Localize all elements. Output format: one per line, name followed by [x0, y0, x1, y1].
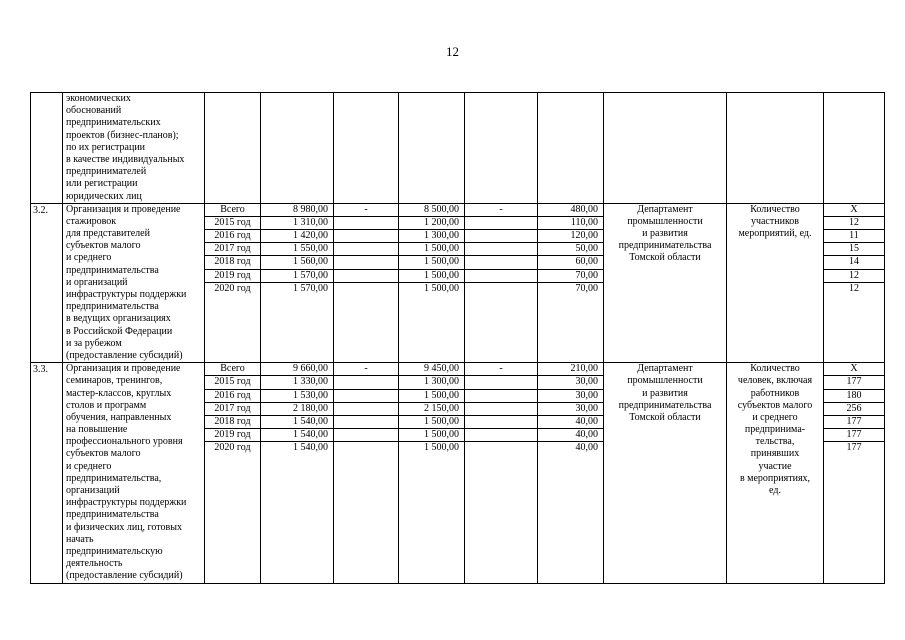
period-label: 2020 год: [214, 282, 251, 294]
indicator-line: человек, включая: [737, 375, 813, 387]
activity-name-line: в качестве индивидуальных: [66, 153, 185, 165]
regional-amount: 1 500,00: [399, 390, 464, 403]
executor-cell: [604, 363, 727, 583]
local-amount: [465, 442, 537, 454]
period-label: 2018 год: [205, 416, 260, 429]
total-amount: 1 550,00: [261, 243, 333, 256]
indicator-line: Количество: [750, 203, 800, 215]
local-amount: [465, 376, 537, 389]
regional-amount: 1 500,00: [424, 282, 459, 294]
activity-name-line: предпринимательскую: [66, 545, 163, 557]
period-label: 2020 год: [214, 442, 251, 454]
executor-line: Томской области: [629, 252, 701, 264]
regional-amount: 8 500,00: [399, 204, 464, 217]
row-number: 3.2.: [33, 204, 48, 216]
activity-name-cell: [63, 93, 205, 204]
executor-line: промышленности: [627, 375, 703, 387]
total-cell: [261, 203, 334, 362]
local-amount: [465, 390, 537, 403]
empty-cell: [824, 93, 885, 204]
activity-name-line: столов и программ: [66, 399, 147, 411]
empty-cell: [465, 93, 538, 204]
other-amount: 40,00: [538, 429, 603, 442]
federal-amount: [334, 416, 398, 429]
empty-cell: [604, 93, 727, 204]
other-amount: 70,00: [538, 270, 603, 283]
activity-name-line: и за рубежом: [66, 337, 122, 349]
activity-name-line: деятельность: [66, 558, 123, 570]
other-cell: [538, 203, 604, 362]
regional-amount: 1 300,00: [399, 376, 464, 389]
activity-name-line: (предоставление субсидий): [66, 349, 183, 361]
activity-name-line: предпринимательства: [66, 301, 159, 313]
indicator-line: тельства,: [755, 436, 795, 448]
activity-name-line: инфраструктуры поддержки: [66, 497, 187, 509]
activity-name-line: обоснований: [66, 105, 122, 117]
period-label: 2017 год: [205, 243, 260, 256]
indicator-value: X: [824, 204, 884, 217]
activity-name-line: по их регистрации: [66, 141, 146, 153]
indicator-value-cell: [824, 363, 885, 583]
activity-name-line: и среднего: [66, 252, 112, 264]
other-amount: 60,00: [538, 256, 603, 269]
federal-amount: [334, 283, 398, 295]
period-label: 2018 год: [205, 256, 260, 269]
executor-line: предпринимательства: [618, 240, 712, 252]
period-label: 2017 год: [205, 403, 260, 416]
executor-line: и развития: [642, 228, 688, 240]
activity-name-line: мастер-классов, круглых: [66, 387, 172, 399]
activity-name-line: и организаций: [66, 276, 128, 288]
indicator-value: 11: [824, 230, 884, 243]
activity-name-line: или регистрации: [66, 178, 138, 190]
indicator-value: 180: [824, 390, 884, 403]
regional-cell: [399, 203, 465, 362]
federal-amount: [334, 256, 398, 269]
local-amount: [465, 217, 537, 230]
activity-name-line: обучения, направленных: [66, 411, 172, 423]
indicator-value-cell: [824, 203, 885, 362]
local-amount: [465, 230, 537, 243]
federal-amount: -: [334, 363, 398, 376]
total-amount: 1 540,00: [261, 429, 333, 442]
activity-name-line: предпринимательства,: [66, 472, 162, 484]
total-amount: 1 330,00: [261, 376, 333, 389]
activity-name-line: предпринимательства: [66, 509, 159, 521]
other-amount: 70,00: [575, 282, 598, 294]
federal-amount: -: [334, 204, 398, 217]
total-amount: 1 530,00: [261, 390, 333, 403]
federal-cell: [334, 203, 399, 362]
period-label: 2015 год: [205, 376, 260, 389]
period-label: 2019 год: [205, 429, 260, 442]
executor-line: Департамент: [637, 363, 693, 375]
page-number: 12: [446, 44, 459, 59]
federal-amount: [334, 217, 398, 230]
regional-amount: 1 500,00: [399, 429, 464, 442]
federal-amount: [334, 403, 398, 416]
activity-name-line: инфраструктуры поддержки: [66, 289, 187, 300]
total-amount: 1 570,00: [293, 282, 328, 294]
period-label: Всего: [205, 363, 260, 376]
activity-name-line: в ведущих организациях: [66, 313, 171, 325]
indicator-line: в мероприятиях,: [739, 472, 811, 484]
total-amount: 8 980,00: [261, 204, 333, 217]
local-cell: [465, 363, 538, 583]
total-amount: 1 420,00: [261, 230, 333, 243]
activity-name-line: организаций: [66, 485, 120, 496]
federal-amount: [334, 376, 398, 389]
indicator-value: 177: [846, 442, 862, 454]
activity-name-line: семинаров, тренингов,: [66, 375, 163, 387]
executor-line: и развития: [642, 387, 688, 399]
period-label: 2016 год: [205, 390, 260, 403]
other-amount: 120,00: [538, 230, 603, 243]
federal-amount: [334, 429, 398, 442]
indicator-line: участников: [750, 215, 800, 227]
total-amount: 9 660,00: [261, 363, 333, 376]
activity-name-line: стажировок: [66, 215, 117, 227]
activity-name-line: и физических лиц, готовых: [66, 521, 182, 533]
indicator-value: 14: [824, 256, 884, 269]
row-number-cell: [31, 203, 63, 362]
federal-amount: [334, 243, 398, 256]
other-amount: 480,00: [538, 204, 603, 217]
indicator-line: работников: [750, 387, 800, 399]
regional-cell: [399, 363, 465, 583]
period-cell: [205, 363, 261, 583]
empty-cell: [261, 93, 334, 204]
local-amount: [465, 270, 537, 283]
indicator-value: 12: [824, 217, 884, 230]
other-amount: 40,00: [538, 416, 603, 429]
activity-name-line: для представителей: [66, 228, 150, 240]
activity-name-line: в Российской Федерации: [66, 325, 173, 337]
activity-name-line: (предоставление субсидий): [66, 570, 183, 582]
activity-name-line: юридических лиц: [66, 190, 142, 202]
executor-line: предпринимательства: [618, 399, 712, 411]
period-label: Всего: [205, 204, 260, 217]
total-cell: [261, 363, 334, 583]
indicator-line: мероприятий, ед.: [738, 228, 812, 240]
federal-amount: [334, 230, 398, 243]
period-cell: [205, 203, 261, 362]
empty-cell: [334, 93, 399, 204]
indicator-value: X: [824, 363, 884, 376]
local-amount: -: [465, 204, 537, 217]
executor-cell: [604, 203, 727, 362]
activity-name-cell: [63, 203, 205, 362]
local-amount: [465, 243, 537, 256]
local-amount: -: [465, 363, 537, 376]
indicator-line: предпринима-: [744, 424, 806, 436]
table-row: [31, 363, 885, 583]
executor-line: Департамент: [637, 203, 693, 215]
local-amount: [465, 256, 537, 269]
period-label: 2015 год: [205, 217, 260, 230]
indicator-line: Количество: [750, 363, 800, 375]
indicator-line: ед.: [769, 485, 781, 496]
other-amount: 50,00: [538, 243, 603, 256]
indicator-value: 177: [824, 376, 884, 389]
regional-amount: 1 500,00: [399, 256, 464, 269]
regional-amount: 1 500,00: [399, 243, 464, 256]
indicator-line: участие: [758, 460, 792, 472]
indicator-value: 177: [824, 416, 884, 429]
regional-amount: 1 500,00: [424, 442, 459, 454]
indicator-line: субъектов малого: [737, 399, 813, 411]
local-amount: [465, 403, 537, 416]
activity-name-line: экономических: [66, 93, 131, 104]
federal-cell: [334, 363, 399, 583]
regional-amount: 1 300,00: [399, 230, 464, 243]
activity-name-line: Организация и проведение: [66, 363, 181, 375]
activity-name-line: проектов (бизнес-планов);: [66, 129, 179, 141]
row-number: 3.3.: [33, 364, 48, 376]
program-activities-table: [30, 92, 885, 584]
empty-cell: [205, 93, 261, 204]
other-amount: 30,00: [538, 376, 603, 389]
other-cell: [538, 363, 604, 583]
other-amount: 210,00: [538, 363, 603, 376]
indicator-cell: [727, 363, 824, 583]
total-amount: 1 570,00: [261, 270, 333, 283]
federal-amount: [334, 270, 398, 283]
federal-amount: [334, 442, 398, 454]
other-amount: 30,00: [538, 390, 603, 403]
activity-name-line: на повышение: [66, 424, 128, 436]
activity-name-line: начать: [66, 533, 94, 545]
federal-amount: [334, 390, 398, 403]
regional-amount: 1 500,00: [399, 270, 464, 283]
local-amount: [465, 416, 537, 429]
other-amount: 40,00: [575, 442, 598, 454]
executor-line: промышленности: [627, 215, 703, 227]
indicator-value: 12: [824, 270, 884, 283]
empty-cell: [727, 93, 824, 204]
activity-name-line: субъектов малого: [66, 240, 141, 252]
total-amount: 1 310,00: [261, 217, 333, 230]
activity-name-line: субъектов малого: [66, 448, 141, 460]
executor-line: Томской области: [629, 411, 701, 423]
indicator-line: и среднего: [752, 411, 798, 423]
row-number-cell: [31, 363, 63, 583]
activity-name-line: профессионального уровня: [66, 436, 183, 448]
regional-amount: 9 450,00: [399, 363, 464, 376]
total-amount: 2 180,00: [261, 403, 333, 416]
indicator-value: 12: [849, 282, 859, 294]
total-amount: 1 540,00: [261, 416, 333, 429]
activity-name-line: Организация и проведение: [66, 203, 181, 215]
empty-cell: [399, 93, 465, 204]
regional-amount: 1 200,00: [399, 217, 464, 230]
indicator-value: 15: [824, 243, 884, 256]
other-amount: 110,00: [538, 217, 603, 230]
activity-name-cell: [63, 363, 205, 583]
empty-cell: [538, 93, 604, 204]
indicator-cell: [727, 203, 824, 362]
indicator-value: 256: [824, 403, 884, 416]
activity-name-line: предпринимательских: [66, 117, 161, 129]
activity-name-line: и среднего: [66, 460, 112, 472]
activity-name-line: предпринимательства: [66, 264, 159, 276]
regional-amount: 2 150,00: [399, 403, 464, 416]
activity-name-line: предпринимателей: [66, 166, 147, 178]
local-amount: [465, 429, 537, 442]
other-amount: 30,00: [538, 403, 603, 416]
total-amount: 1 540,00: [293, 442, 328, 454]
period-label: 2019 год: [205, 270, 260, 283]
regional-amount: 1 500,00: [399, 416, 464, 429]
indicator-value: 177: [824, 429, 884, 442]
table-row: [31, 203, 885, 362]
period-label: 2016 год: [205, 230, 260, 243]
total-amount: 1 560,00: [261, 256, 333, 269]
indicator-line: принявших: [750, 448, 800, 460]
local-amount: [465, 283, 537, 295]
table-row-continuation: [31, 93, 885, 204]
local-cell: [465, 203, 538, 362]
row-number-cell: [31, 93, 63, 204]
